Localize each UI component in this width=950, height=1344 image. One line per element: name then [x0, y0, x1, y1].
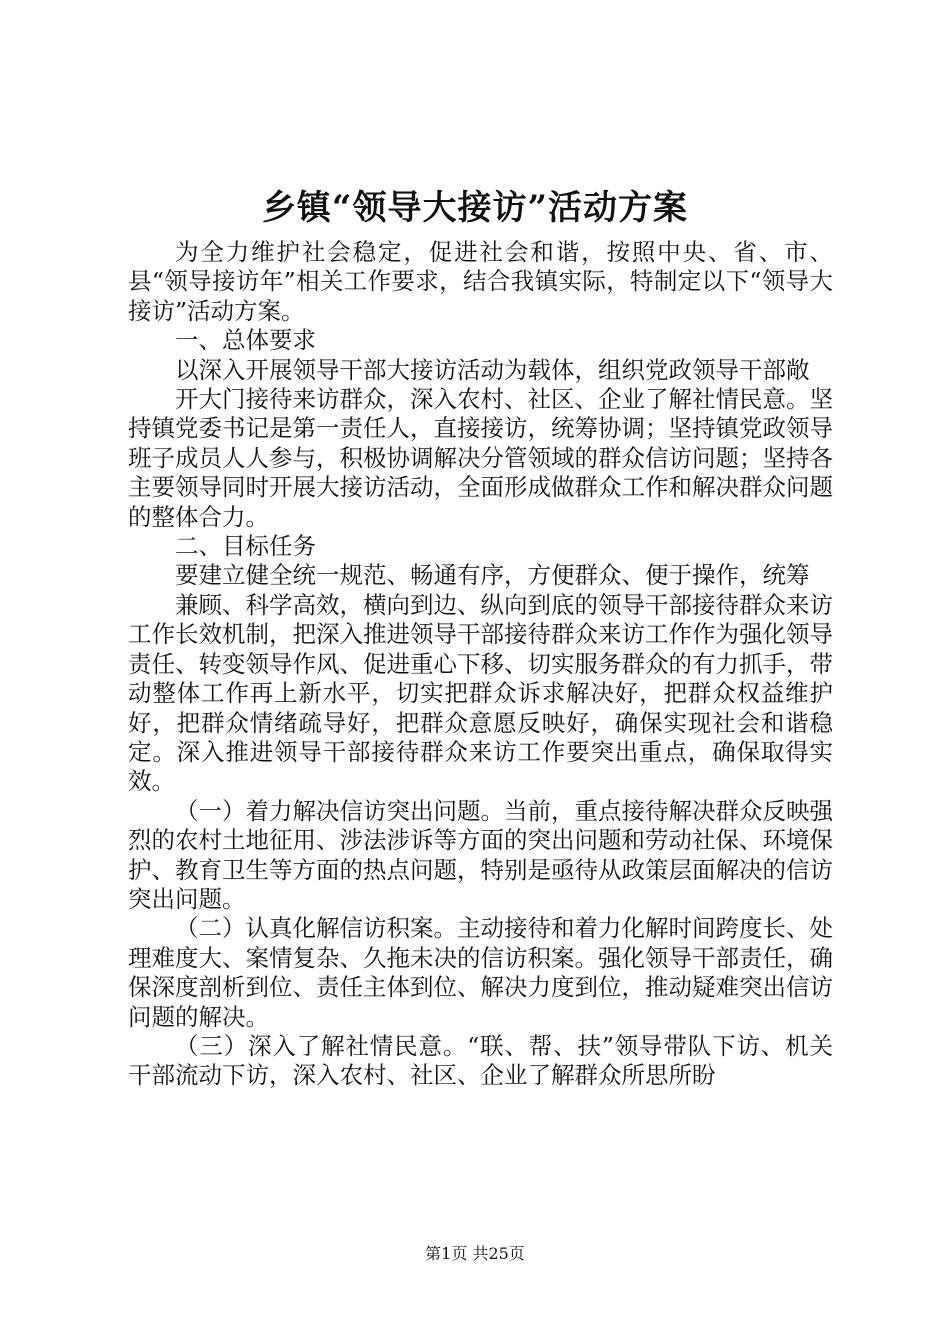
section-heading-general-requirements: 一、总体要求 [175, 326, 316, 355]
paragraph-general-requirements-a: 以深入开展领导干部大接访活动为载体，组织党政领导干部敞 [175, 355, 810, 384]
paragraph-item-1: （一）着力解决信访突出问题。当前，重点接待解决群众反映强烈的农村土地征用、涉法涉诉等方面的突出问题和劳动社保、环境保护、教育卫生等方面的热点问题，特别是亟待从政策层面解决的信访突出问题。 [128, 796, 833, 913]
document-body [128, 238, 833, 1091]
paragraph-goals-b: 兼顾、科学高效，横向到边、纵向到底的领导干部接待群众来访工作长效机制，把深入推进领导干部接待群众来访工作作为强化领导责任、转变领导作风、促进重心下移、切实服务群众的有力抓手，带动整体工作再上新水平，切实把群众诉求解决好，把群众权益维护好，把群众情绪疏导好，把群众意愿反映好，确保实现社会和谐稳定。深入推进领导干部接待群众来访工作要突出重点，确保取得实效。 [128, 590, 833, 796]
page-number-footer: 第1页 共25页 [425, 1244, 525, 1263]
paragraph-intro: 为全力维护社会稳定，促进社会和谐，按照中央、省、市、县“领导接访年”相关工作要求，结合我镇实际，特制定以下“领导大接访”活动方案。 [128, 238, 833, 325]
section-heading-goals: 二、目标任务 [175, 532, 316, 561]
paragraph-general-requirements-b: 开大门接待来访群众，深入农村、社区、企业了解社情民意。坚持镇党委书记是第一责任人，直接接访，统筹协调；坚持镇党政领导班子成员人人参与，积极协调解决分管领域的群众信访问题；坚持各主要领导同时开展大接访活动，全面形成做群众工作和解决群众问题的整体合力。 [128, 385, 833, 531]
paragraph-goals-a: 要建立健全统一规范、畅通有序，方便群众、便于操作，统筹 [175, 561, 810, 590]
document-title: 乡镇“领导大接访”活动方案 [261, 188, 689, 228]
paragraph-item-3: （三）深入了解社情民意。“联、帮、扶”领导带队下访、机关干部流动下访，深入农村、社区、企业了解群众所思所盼 [128, 1031, 833, 1090]
paragraph-item-2: （二）认真化解信访积案。主动接待和着力化解时间跨度长、处理难度大、案情复杂、久拖未决的信访积案。强化领导干部责任，确保深度剖析到位、责任主体到位、解决力度到位，推动疑难突出信访问题的解决。 [128, 914, 833, 1031]
